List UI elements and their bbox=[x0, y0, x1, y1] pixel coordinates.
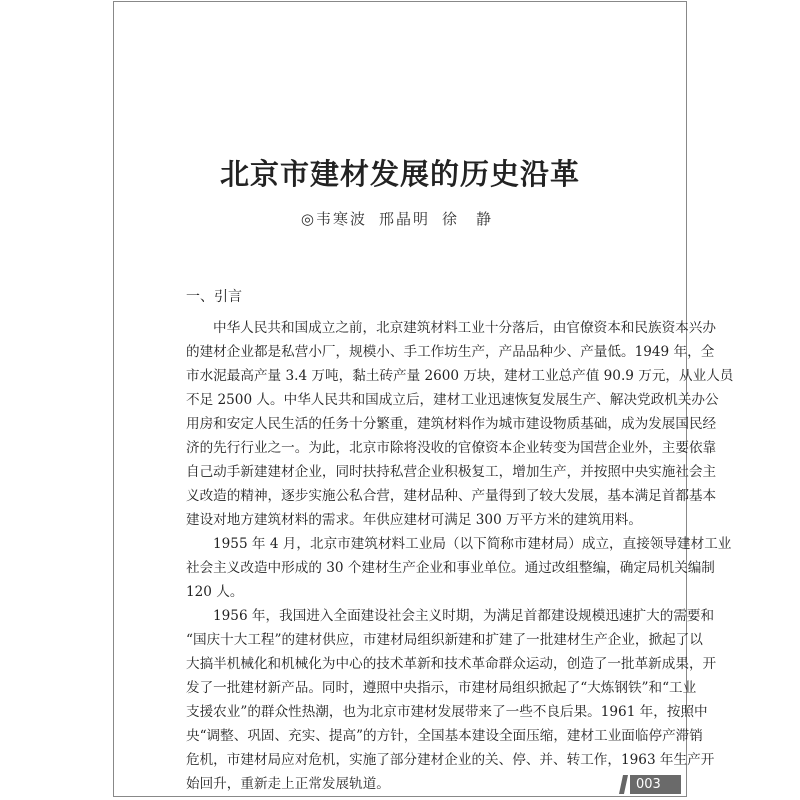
paragraph-line: 大搞半机械化和机械化为中心的技术革新和技术革命群众运动，创造了一批革新成果，开 bbox=[186, 656, 717, 672]
author-name: 韦寒波 bbox=[316, 210, 368, 228]
paragraph-line: 市水泥最高产量 3.4 万吨，黏土砖产量 2600 万块，建材工业总产值 90.9 万元，从业人员 bbox=[186, 368, 734, 384]
document-page bbox=[113, 1, 734, 797]
folio-stripe bbox=[619, 775, 628, 794]
paragraph-line: 建设对地方建筑材料的需求。年供应建材可满足 300 万平方米的建筑用料。 bbox=[186, 512, 642, 528]
paragraph-line: 中华人民共和国成立之前，北京建筑材料工业十分落后，由官僚资本和民族资本兴办 bbox=[213, 320, 716, 336]
paragraph-line: 120 人。 bbox=[186, 584, 244, 600]
page-number-tab bbox=[621, 775, 681, 794]
paragraph-line: “国庆十大工程”的建材供应，市建材局组织新建和扩建了一批建材生产企业，掀起了以 bbox=[186, 632, 703, 648]
author-line bbox=[114, 208, 686, 229]
paragraph-line: 自己动手新建建材企业，同时扶持私营企业积极复工，增加生产，并按照中央实施社会主 bbox=[186, 464, 717, 480]
paragraph-line: 1955 年 4 月，北京市建筑材料工业局（以下简称市建材局）成立，直接领导建材工业 bbox=[213, 536, 732, 552]
paragraph-line: 义改造的精神，逐步实施公私合营，建材品种、产量得到了较大发展，基本满足首都基本 bbox=[186, 488, 717, 504]
paragraph-line: 1956 年，我国进入全面建设社会主义时期，为满足首都建设规模迅速扩大的需要和 bbox=[213, 608, 715, 624]
author-name: 徐 静 bbox=[442, 210, 494, 228]
paragraph-line: 危机，市建材局应对危机，实施了部分建材企业的关、停、并、转工作，1963 年生产开 bbox=[186, 752, 715, 768]
page-border-bottom bbox=[113, 796, 687, 797]
paragraph-line: 的建材企业都是私营小厂，规模小、手工作坊生产，产品品种少、产量低。1949 年，全 bbox=[186, 344, 715, 360]
paragraph-line: 始回升，重新走上正常发展轨道。 bbox=[186, 776, 390, 792]
paragraph-line: 支援农业”的群众性热潮，也为北京市建材发展带来了一些不良后果。1961 年，按照中 bbox=[186, 704, 708, 720]
paragraph-line: 央“调整、巩固、充实、提高”的方针，全国基本建设全面压缩，建材工业面临停产滞销 bbox=[186, 728, 703, 744]
paragraph-line: 社会主义改造中形成的 30 个建材生产企业和事业单位。通过改组整编，确定局机关编制 bbox=[186, 560, 715, 576]
page-number: 003 bbox=[630, 775, 681, 794]
author-marker: ◎ bbox=[300, 210, 317, 228]
paragraph-line: 用房和安定人民生活的任务十分繁重，建筑材料作为城市建设物质基础，成为发展国民经 bbox=[186, 416, 717, 432]
paragraph-line: 不足 2500 人。中华人民共和国成立后，建材工业迅速恢复发展生产、解决党政机关办公 bbox=[186, 392, 719, 408]
author-name: 邢晶明 bbox=[379, 210, 431, 228]
section-heading: 一、引言 bbox=[186, 289, 242, 305]
article-title: 北京市建材发展的历史沿革 bbox=[219, 157, 580, 191]
paragraph-line: 发了一批建材新产品。同时，遵照中央指示，市建材局组织掀起了“大炼钢铁”和“工业 bbox=[186, 680, 697, 696]
paragraph-line: 济的先行行业之一。为此，北京市除将没收的官僚资本企业转变为国营企业外，主要依靠 bbox=[186, 440, 717, 456]
